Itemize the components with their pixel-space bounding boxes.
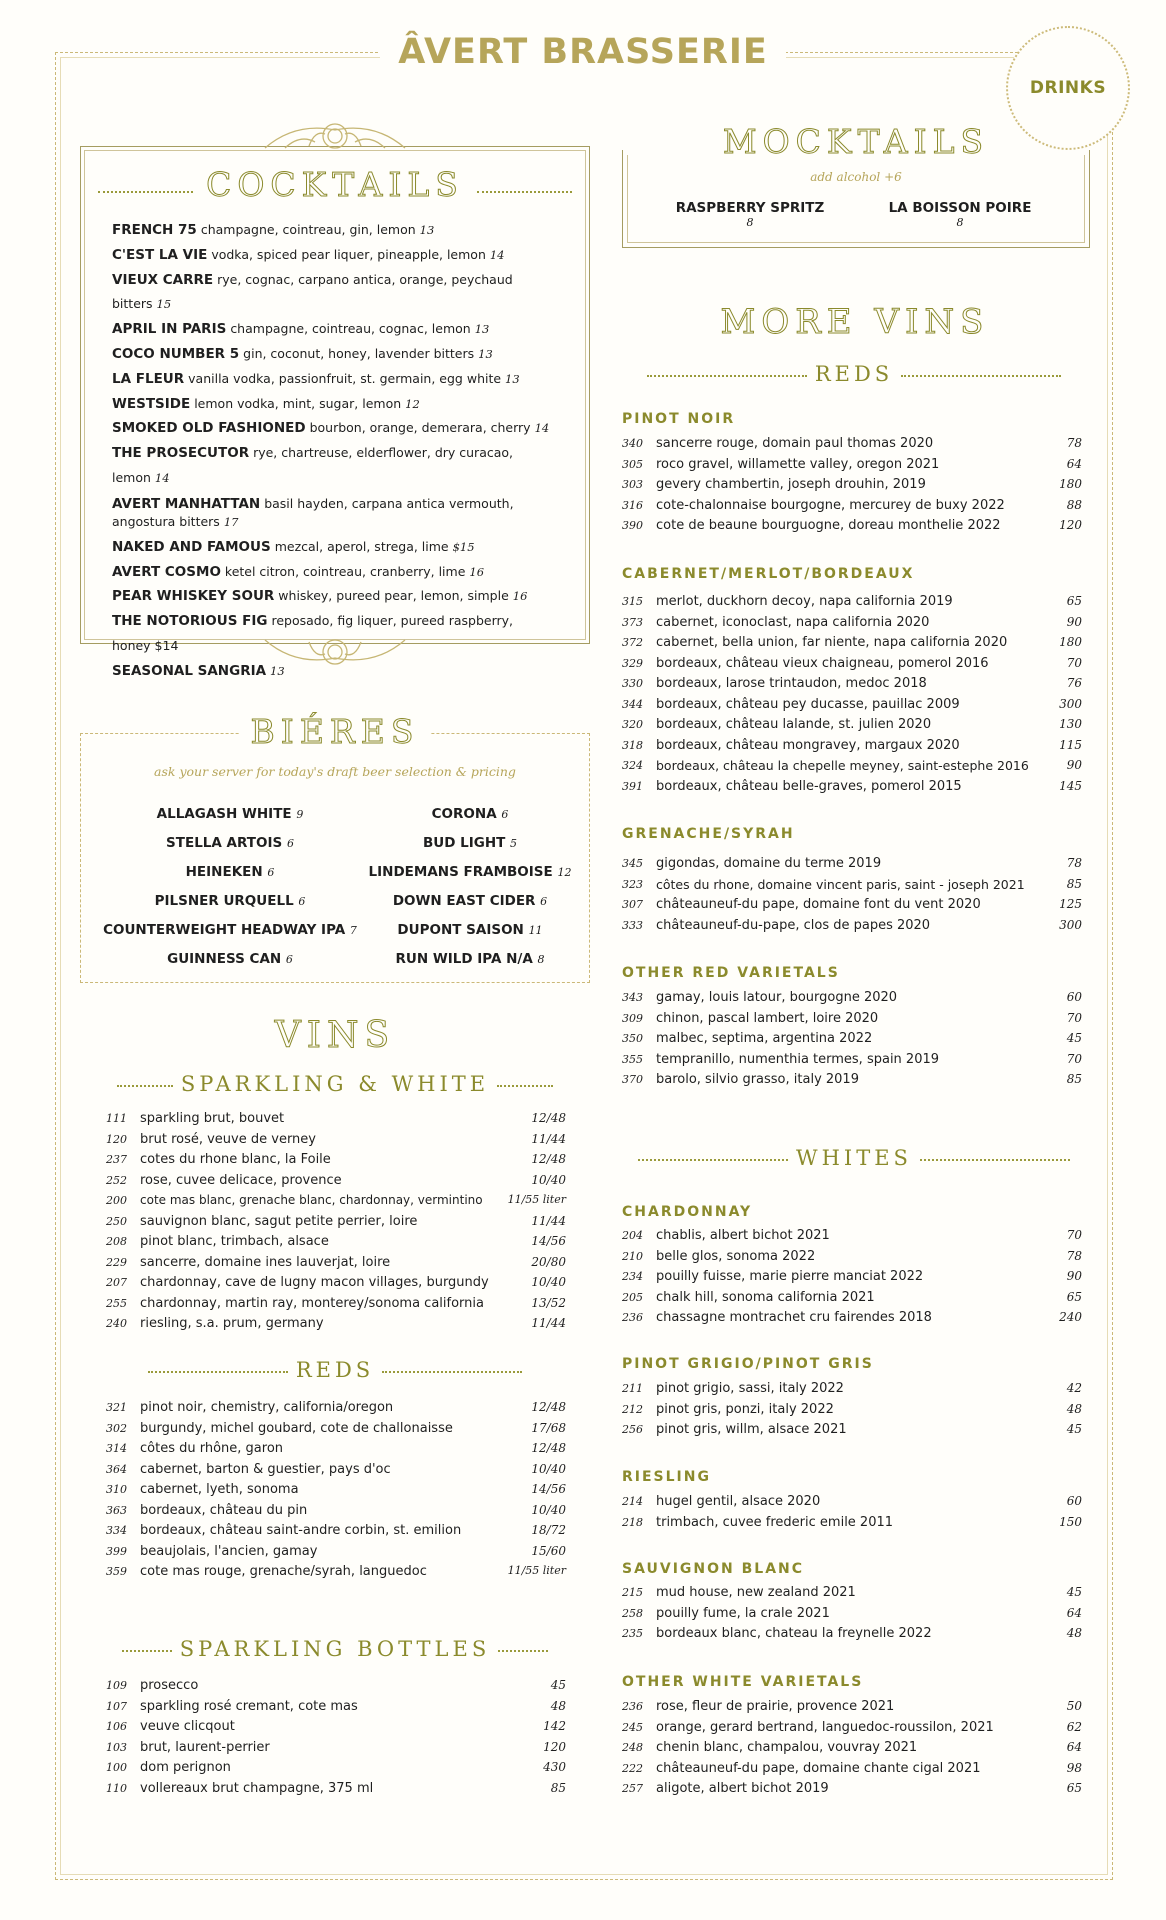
- vins-heading: VINS: [274, 1015, 396, 1056]
- list-item: SEASONAL SANGRIA 13: [112, 662, 285, 679]
- mocktails-note: add alcohol +6: [810, 170, 902, 184]
- drinks-badge: DRINKS: [1006, 26, 1130, 150]
- list-item: 355 tempranillo, numenthia termes, spain 2019 70: [622, 1051, 1082, 1067]
- restaurant-title: ÂVERT BRASSERIE: [0, 32, 1166, 72]
- list-item: 316 cote-chalonnaise bourgogne, mercurey de buxy 2022 88: [622, 497, 1082, 513]
- list-item: 252 rose, cuvee delicace, provence 10/40: [106, 1172, 566, 1188]
- list-item: PILSNER URQUELL 6: [154, 893, 306, 909]
- list-item: BUD LIGHT 5: [422, 835, 518, 851]
- sauvignon-heading: SAUVIGNON BLANC: [622, 1561, 805, 1577]
- list-item: 212 pinot gris, ponzi, italy 2022 48: [622, 1401, 1082, 1417]
- top-ornament-icon: [245, 112, 425, 152]
- sparkling-white-heading: SPARKLING & WHITE: [104, 1072, 566, 1096]
- list-item: 229 sancerre, domaine ines lauverjat, loire 20/80: [106, 1254, 566, 1270]
- list-item: 211 pinot grigio, sassi, italy 2022 42: [622, 1381, 1082, 1396]
- list-item: 364 cabernet, barton & guestier, pays d'oc 10/40: [106, 1461, 566, 1477]
- sparkling-bottles-heading: SPARKLING BOTTLES: [104, 1637, 566, 1661]
- list-item: 373 cabernet, iconoclast, napa california 2020 90: [622, 614, 1082, 630]
- list-item: 323 côtes du rhone, domaine vincent paris, saint - joseph 2021 85: [622, 876, 1082, 892]
- list-item: 208 pinot blanc, trimbach, alsace 14/56: [106, 1234, 566, 1249]
- list-item: 363 bordeaux, château du pin 10/40: [106, 1502, 566, 1518]
- beers-heading: BIÉRES: [239, 712, 432, 751]
- list-item: 370 barolo, silvio grasso, italy 2019 85: [622, 1072, 1082, 1087]
- list-item: 111 sparkling brut, bouvet 12/48: [106, 1111, 566, 1126]
- more-vins-heading: MORE VINS: [720, 302, 990, 342]
- list-item: 256 pinot gris, willm, alsace 2021 45: [622, 1422, 1082, 1437]
- mocktails-heading: MOCKTAILS: [711, 122, 1001, 161]
- list-item: 359 cote mas rouge, grenache/syrah, languedoc 11/55 liter: [106, 1564, 566, 1579]
- list-item: 109 prosecco 45: [106, 1678, 566, 1693]
- list-item: 245 orange, gerard bertrand, languedoc-roussilon, 2021 62: [622, 1719, 1082, 1735]
- list-item: COCO NUMBER 5 gin, coconut, honey, lavender bitters 13: [112, 345, 493, 362]
- list-item: STELLA ARTOIS 6: [166, 835, 294, 851]
- list-item: 350 malbec, septima, argentina 2022 45: [622, 1031, 1082, 1046]
- list-item: 204 chablis, albert bichot 2021 70: [622, 1228, 1082, 1243]
- more-vins-heading-row: [620, 302, 1090, 342]
- cocktails-heading: COCKTAILS: [206, 165, 464, 204]
- list-item: 207 chardonnay, cave de lugny macon villages, burgundy 10/40: [106, 1275, 566, 1290]
- grenache-list: [622, 856, 1082, 938]
- pinot-grigio-list: [622, 1381, 1082, 1443]
- list-item: 309 chinon, pascal lambert, loire 2020 70: [622, 1010, 1082, 1026]
- list-item: 330 bordeaux, larose trintaudon, medoc 2018 76: [622, 676, 1082, 691]
- grenache-heading: GRENACHE/SYRAH: [622, 826, 795, 842]
- list-item: 235 bordeaux blanc, chateau la freynelle 2022 48: [622, 1626, 1082, 1641]
- list-item: 236 chassagne montrachet cru fairendes 2018 240: [622, 1310, 1082, 1325]
- list-item: THE NOTORIOUS FIG reposado, fig liquer, pureed raspberry, honey $14: [112, 613, 513, 653]
- vins-reds-heading: REDS: [104, 1358, 566, 1382]
- list-item: 307 châteauneuf-du pape, domaine font du vent 2020 125: [622, 897, 1082, 912]
- list-item: 321 pinot noir, chemistry, california/oregon 12/48: [106, 1400, 566, 1415]
- list-item: 237 cotes du rhone blanc, la Foile 12/48: [106, 1152, 566, 1167]
- riesling-heading: RIESLING: [622, 1469, 711, 1485]
- list-item: LA FLEUR vanilla vodka, passionfruit, st. germain, egg white 13: [112, 370, 520, 387]
- list-item: C'EST LA VIE vodka, spiced pear liquer, pineapple, lemon 14: [112, 246, 505, 263]
- other-red-heading: OTHER RED VARIETALS: [622, 965, 840, 981]
- other-red-list: [622, 990, 1082, 1093]
- vins-reds-list: [106, 1400, 566, 1585]
- list-item: VIEUX CARRE rye, cognac, carpano antica, orange, peychaud bitters 15: [112, 271, 513, 312]
- list-item: GUINNESS CAN 6: [167, 951, 293, 967]
- vins-heading-row: [80, 1015, 590, 1056]
- list-item: APRIL IN PARIS champagne, cointreau, cognac, lemon 13: [112, 321, 490, 338]
- list-item: SMOKED OLD FASHIONED bourbon, orange, demerara, cherry 14: [112, 420, 550, 437]
- cocktails-heading-row: [84, 165, 586, 204]
- list-item: 343 gamay, louis latour, bourgogne 2020 60: [622, 990, 1082, 1005]
- beers-note: ask your server for today's draft beer selection & pricing: [154, 764, 516, 779]
- list-item: 399 beaujolais, l'ancien, gamay 15/60: [106, 1543, 566, 1559]
- list-item: 303 gevery chambertin, joseph drouhin, 2019 180: [622, 477, 1082, 492]
- other-white-heading: OTHER WHITE VARIETALS: [622, 1674, 864, 1690]
- mocktail-item: LA BOISSON POIRE 8: [888, 200, 1032, 229]
- cocktail-list: [112, 218, 552, 684]
- sparkling-white-list: [106, 1111, 566, 1337]
- list-item: 318 bordeaux, château mongravey, margaux 2020 115: [622, 737, 1082, 753]
- list-item: 218 trimbach, cuvee frederic emile 2011 150: [622, 1514, 1082, 1530]
- list-item: 324 bordeaux, château la chepelle meyney, saint-estephe 2016 90: [622, 758, 1082, 773]
- list-item: FRENCH 75 champagne, cointreau, gin, lemon 13: [112, 222, 435, 238]
- sparkling-bottles-list: [106, 1678, 566, 1801]
- list-item: PEAR WHISKEY SOUR whiskey, pureed pear, lemon, simple 16: [112, 588, 528, 605]
- list-item: 391 bordeaux, château belle-graves, pomerol 2015 145: [622, 778, 1082, 794]
- list-item: 110 vollereaux brut champagne, 375 ml 85: [106, 1780, 566, 1796]
- list-item: 340 sancerre rouge, domain paul thomas 2020 78: [622, 436, 1082, 451]
- list-item: 215 mud house, new zealand 2021 45: [622, 1585, 1082, 1600]
- list-item: 120 brut rosé, veuve de verney 11/44: [106, 1131, 566, 1147]
- mocktails-heading-row: [622, 122, 1090, 161]
- sauvignon-list: [622, 1585, 1082, 1647]
- list-item: 200 cote mas blanc, grenache blanc, chardonnay, vermintino 11/55 liter: [106, 1193, 566, 1207]
- list-item: 234 pouilly fuisse, marie pierre manciat 2022 90: [622, 1269, 1082, 1284]
- list-item: 258 pouilly fume, la crale 2021 64: [622, 1605, 1082, 1621]
- list-item: 106 veuve clicqout 142: [106, 1719, 566, 1734]
- list-item: 390 cote de beaune bourguogne, doreau monthelie 2022 120: [622, 518, 1082, 533]
- list-item: 320 bordeaux, château lalande, st. julien 2020 130: [622, 717, 1082, 732]
- list-item: HEINEKEN 6: [185, 864, 275, 880]
- list-item: 334 bordeaux, château saint-andre corbin, st. emilion 18/72: [106, 1523, 566, 1538]
- riesling-list: [622, 1494, 1082, 1535]
- list-item: 372 cabernet, bella union, far niente, napa california 2020 180: [622, 635, 1082, 650]
- list-item: 314 côtes du rhône, garon 12/48: [106, 1441, 566, 1456]
- list-item: 107 sparkling rosé cremant, cote mas 48: [106, 1698, 566, 1714]
- whites-heading: WHITES: [620, 1146, 1088, 1170]
- list-item: COUNTERWEIGHT HEADWAY IPA 7: [103, 922, 357, 938]
- list-item: 344 bordeaux, château pey ducasse, pauillac 2009 300: [622, 696, 1082, 712]
- list-item: 210 belle glos, sonoma 2022 78: [622, 1248, 1082, 1264]
- list-item: THE PROSECUTOR rye, chartreuse, elderflower, dry curacao, lemon 14: [112, 445, 514, 485]
- list-item: 240 riesling, s.a. prum, germany 11/44: [106, 1316, 566, 1331]
- pinot-noir-heading: PINOT NOIR: [622, 411, 736, 427]
- list-item: 103 brut, laurent-perrier 120: [106, 1739, 566, 1755]
- more-reds-heading: REDS: [620, 362, 1088, 386]
- list-item: 310 cabernet, lyeth, sonoma 14/56: [106, 1482, 566, 1497]
- beer-list-right: [360, 800, 580, 974]
- list-item: 302 burgundy, michel goubard, cote de challonaisse 17/68: [106, 1420, 566, 1436]
- list-item: WESTSIDE lemon vodka, mint, sugar, lemon 12: [112, 395, 420, 412]
- list-item: 315 merlot, duckhorn decoy, napa california 2019 65: [622, 594, 1082, 609]
- beer-list-left: [100, 800, 360, 974]
- list-item: RUN WILD IPA N/A 8: [395, 951, 545, 967]
- list-item: 222 châteauneuf-du pape, domaine chante cigal 2021 98: [622, 1760, 1082, 1776]
- list-item: LINDEMANS FRAMBOISE 12: [368, 864, 572, 880]
- list-item: CORONA 6: [431, 806, 509, 822]
- list-item: 257 aligote, albert bichot 2019 65: [622, 1781, 1082, 1796]
- pinot-grigio-heading: PINOT GRIGIO/PINOT GRIS: [622, 1356, 874, 1372]
- list-item: 333 châteauneuf-du-pape, clos de papes 2020 300: [622, 917, 1082, 933]
- list-item: ALLAGASH WHITE 9: [156, 806, 304, 822]
- list-item: 305 roco gravel, willamette valley, oregon 2021 64: [622, 456, 1082, 472]
- list-item: AVERT MANHATTAN basil hayden, carpana antica vermouth, angostura bitters 17: [112, 495, 514, 529]
- beers-heading-row: [80, 712, 590, 751]
- pinot-noir-list: [622, 436, 1082, 539]
- list-item: 345 gigondas, domaine du terme 2019 78: [622, 856, 1082, 871]
- chardonnay-heading: CHARDONNAY: [622, 1204, 753, 1220]
- list-item: 329 bordeaux, château vieux chaigneau, pomerol 2016 70: [622, 655, 1082, 671]
- list-item: 100 dom perignon 430: [106, 1760, 566, 1775]
- mocktail-item: RASPBERRY SPRITZ 8: [675, 200, 825, 229]
- list-item: AVERT COSMO ketel citron, cointreau, cranberry, lime 16: [112, 563, 485, 580]
- list-item: 236 rose, fleur de prairie, provence 2021 50: [622, 1699, 1082, 1714]
- cabernet-list: [622, 594, 1082, 799]
- cabernet-heading: CABERNET/MERLOT/BORDEAUX: [622, 566, 915, 582]
- list-item: 255 chardonnay, martin ray, monterey/sonoma california 13/52: [106, 1295, 566, 1311]
- list-item: 214 hugel gentil, alsace 2020 60: [622, 1494, 1082, 1509]
- chardonnay-list: [622, 1228, 1082, 1331]
- other-white-list: [622, 1699, 1082, 1802]
- list-item: 248 chenin blanc, champalou, vouvray 2021 64: [622, 1740, 1082, 1755]
- list-item: DOWN EAST CIDER 6: [392, 893, 548, 909]
- mocktails-box-inner: [627, 155, 1085, 243]
- list-item: DUPONT SAISON 11: [397, 922, 543, 938]
- list-item: 250 sauvignon blanc, sagut petite perrier, loire 11/44: [106, 1213, 566, 1229]
- list-item: 205 chalk hill, sonoma california 2021 65: [622, 1289, 1082, 1305]
- list-item: NAKED AND FAMOUS mezcal, aperol, strega, lime $15: [112, 538, 475, 555]
